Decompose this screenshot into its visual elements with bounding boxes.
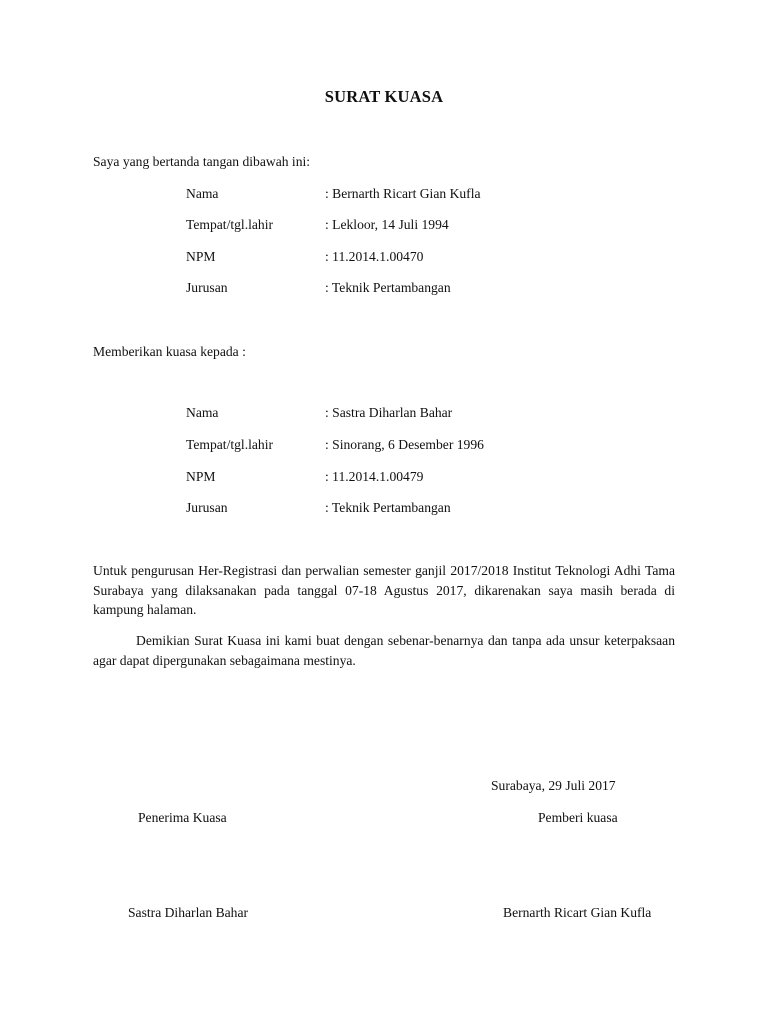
grantee-npm-value: : 11.2014.1.00479 — [325, 469, 424, 484]
grantor-npm-value: : 11.2014.1.00470 — [325, 249, 424, 264]
grantee-birth-value: : Sinorang, 6 Desember 1996 — [325, 437, 484, 452]
grantor-npm-label: NPM — [186, 249, 216, 264]
grantee-name-label: Nama — [186, 405, 219, 420]
closing-paragraph: Demikian Surat Kuasa ini kami buat dengan sebenar-benarnya dan tanpa ada unsur keterpaksaan agar dapat dipergunakan sebagaimana mestinya. — [93, 633, 675, 668]
giver-label: Pemberi kuasa — [538, 810, 618, 825]
grantor-birth-label: Tempat/tgl.lahir — [186, 217, 274, 232]
document-title: SURAT KUASA — [324, 87, 444, 106]
grant-intro-text: Memberikan kuasa kepada : — [93, 344, 246, 359]
grantee-birth-label: Tempat/tgl.lahir — [186, 437, 274, 452]
grantee-major-value: : Teknik Pertambangan — [325, 500, 451, 515]
purpose-paragraph: Untuk pengurusan Her-Registrasi dan perwalian semester ganjil 2017/2018 Institut Teknologi Adhi Tama Surabaya yang dilaksanakan pada tanggal 07-18 Agustus 2017, dikarenakan saya masih berada di kampung halaman. — [93, 563, 675, 617]
grantor-major-value: : Teknik Pertambangan — [325, 280, 451, 295]
grantor-birth-value: : Lekloor, 14 Juli 1994 — [325, 217, 449, 232]
grantor-name-value: : Bernarth Ricart Gian Kufla — [325, 186, 481, 201]
place-date: Surabaya, 29 Juli 2017 — [491, 778, 616, 793]
grantor-name-label: Nama — [186, 186, 219, 201]
grantor-major-label: Jurusan — [186, 280, 228, 295]
grantee-major-label: Jurusan — [186, 500, 228, 515]
intro-text: Saya yang bertanda tangan dibawah ini: — [93, 154, 311, 169]
giver-name: Bernarth Ricart Gian Kufla — [503, 905, 652, 920]
receiver-label: Penerima Kuasa — [138, 810, 227, 825]
grantee-name-value: : Sastra Diharlan Bahar — [325, 405, 453, 420]
receiver-name: Sastra Diharlan Bahar — [128, 905, 249, 920]
grantee-npm-label: NPM — [186, 469, 216, 484]
